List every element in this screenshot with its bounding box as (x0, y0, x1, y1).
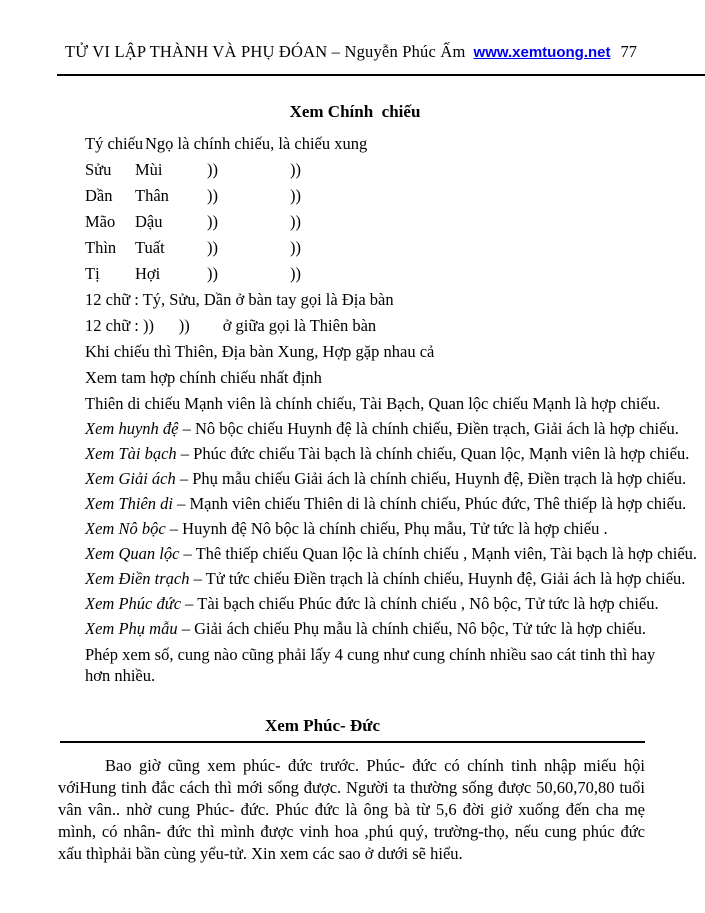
table-cell: Tị (85, 264, 100, 283)
table-cell: )) (207, 186, 218, 205)
list-item (85, 391, 685, 416)
note-line: Xem tam hợp chính chiếu nhất định (85, 368, 322, 387)
item-text: – Thê thiếp chiếu Quan lộc là chính chiếu , Mạnh viên, Tài bạch là hợp chiếu. (179, 544, 698, 563)
note-line: Khi chiếu thì Thiên, Địa bàn Xung, Hợp gặp nhau cả (85, 342, 435, 361)
item-text: – Nô bộc chiếu Huynh đệ là chính chiếu, Điền trạch, Giải ách là hợp chiếu. (178, 419, 679, 438)
table-row (85, 235, 685, 261)
table-row (85, 131, 685, 157)
item-text: – Giải ách chiếu Phụ mẫu là chính chiếu, Nô bộc, Tử tức là hợp chiếu. (177, 619, 647, 638)
item-lead-italic: Xem Nô bộc (85, 519, 166, 538)
item-lead-italic: Xem Tài bạch (85, 444, 177, 463)
list-item (85, 516, 685, 541)
table-cell: Thìn (85, 238, 117, 257)
table-cell: Mão (85, 212, 116, 231)
table-cell: Dậu (135, 212, 163, 231)
closing-paragraph: Phép xem số, cung nào cũng phải lấy 4 cung như cung chính nhiều sao cát tinh thì hay hơn nhiều. (85, 645, 656, 685)
item-text: – Mạnh viên chiếu Thiên di là chính chiếu, Phúc đức, Thê thiếp là hợp chiếu. (173, 494, 687, 513)
body-paragraph: Bao giờ cũng xem phúc- đức trước. Phúc- đức có chính tinh nhập miếu hội vớiHung tinh đắc cách thì mới sống được. Người ta thường sống được 50,60,70,80 tuổi vân vân.. nhờ cung Phúc- đức. Phúc đức là ông bà từ 5,6 đời giở xuống đến cha mẹ mình, có nhân- đức thì mình được vinh hoa ,phú quý, trường-thọ, nếu cung phúc đức xấu thìphải bần cùng yểu-tử. Xin xem các sao ở dưới sẽ hiểu. (58, 756, 645, 863)
page-number: 77 (620, 42, 637, 61)
table-cell: Sửu (85, 160, 112, 179)
table-row (85, 209, 685, 235)
table-cell: )) (207, 212, 218, 231)
header-divider (57, 74, 705, 76)
table-cell: Thân (135, 186, 169, 205)
page-header (0, 0, 705, 62)
table-cell: Tý chiếu (85, 134, 144, 153)
table-cell: )) (290, 212, 301, 231)
table-cell: )) (290, 186, 301, 205)
section-heading-phuc-duc: Xem Phúc- Đức (264, 716, 380, 735)
list-item (85, 591, 685, 616)
item-text: – Tử tức chiếu Điền trạch là chính chiếu, Huynh đệ, Giải ách là hợp chiếu. (189, 569, 686, 588)
list-item (85, 566, 685, 591)
list-item (85, 616, 685, 641)
table-cell: )) (207, 238, 218, 257)
table-cell: Mùi (135, 160, 163, 179)
item-lead-italic: Xem Giải ách (85, 469, 176, 488)
note-line: 12 chữ : )) )) ở giữa gọi là Thiên bàn (85, 316, 377, 335)
table-row (85, 261, 685, 287)
table-cell: )) (290, 264, 301, 283)
item-text: – Tài bạch chiếu Phúc đức là chính chiếu , Nô bộc, Tử tức là hợp chiếu. (181, 594, 659, 613)
section-heading-chinh-chieu: Xem Chính chiếu (289, 102, 421, 121)
item-lead-italic: Xem Phúc đức (85, 594, 182, 613)
item-text: Thiên di chiếu Mạnh viên là chính chiếu, Tài Bạch, Quan lộc chiếu Mạnh là hợp chiếu. (85, 394, 661, 413)
item-text: – Phụ mẫu chiếu Giải ách là chính chiếu, Huynh đệ, Điền trạch là hợp chiếu. (175, 469, 687, 488)
list-item (85, 441, 690, 466)
table-cell: )) (290, 160, 301, 179)
website-link[interactable]: www.xemtuong.net (473, 44, 611, 61)
section-divider (60, 741, 645, 743)
table-cell: Tuất (135, 238, 165, 257)
table-cell: )) (290, 238, 301, 257)
note-line: 12 chữ : Tý, Sửu, Dần ở bàn tay gọi là Địa bàn (85, 290, 394, 309)
item-lead-italic: Xem Quan lộc (85, 544, 180, 563)
list-item (85, 541, 698, 566)
list-item (85, 491, 685, 516)
item-lead-italic: Xem Thiên di (85, 494, 173, 513)
table-cell: )) (207, 264, 218, 283)
table-cell: Hợi (135, 264, 161, 283)
table-row (85, 157, 685, 183)
table-row (85, 183, 685, 209)
table-cell: )) (207, 160, 218, 179)
item-lead-italic: Xem huynh đệ (85, 419, 179, 438)
book-title: TỬ VI LẬP THÀNH VÀ PHỤ ĐÓAN – Nguyễn Phúc Ấm (65, 42, 466, 61)
list-item (85, 466, 685, 491)
table-cell: Ngọ là chính chiếu, là chiếu xung (145, 134, 368, 153)
table-cell: Dần (85, 186, 113, 205)
item-text: – Phúc đức chiếu Tài bạch là chính chiếu, Quan lộc, Mạnh viên là hợp chiếu. (176, 444, 690, 463)
item-text: – Huynh đệ Nô bộc là chính chiếu, Phụ mẫu, Tử tức là hợp chiếu . (165, 519, 608, 538)
main-content (85, 102, 698, 686)
item-lead-italic: Xem Phụ mẫu (85, 619, 178, 638)
item-lead-italic: Xem Điền trạch (85, 569, 190, 588)
zodiac-pairs-table (85, 157, 685, 287)
list-item (85, 416, 685, 441)
